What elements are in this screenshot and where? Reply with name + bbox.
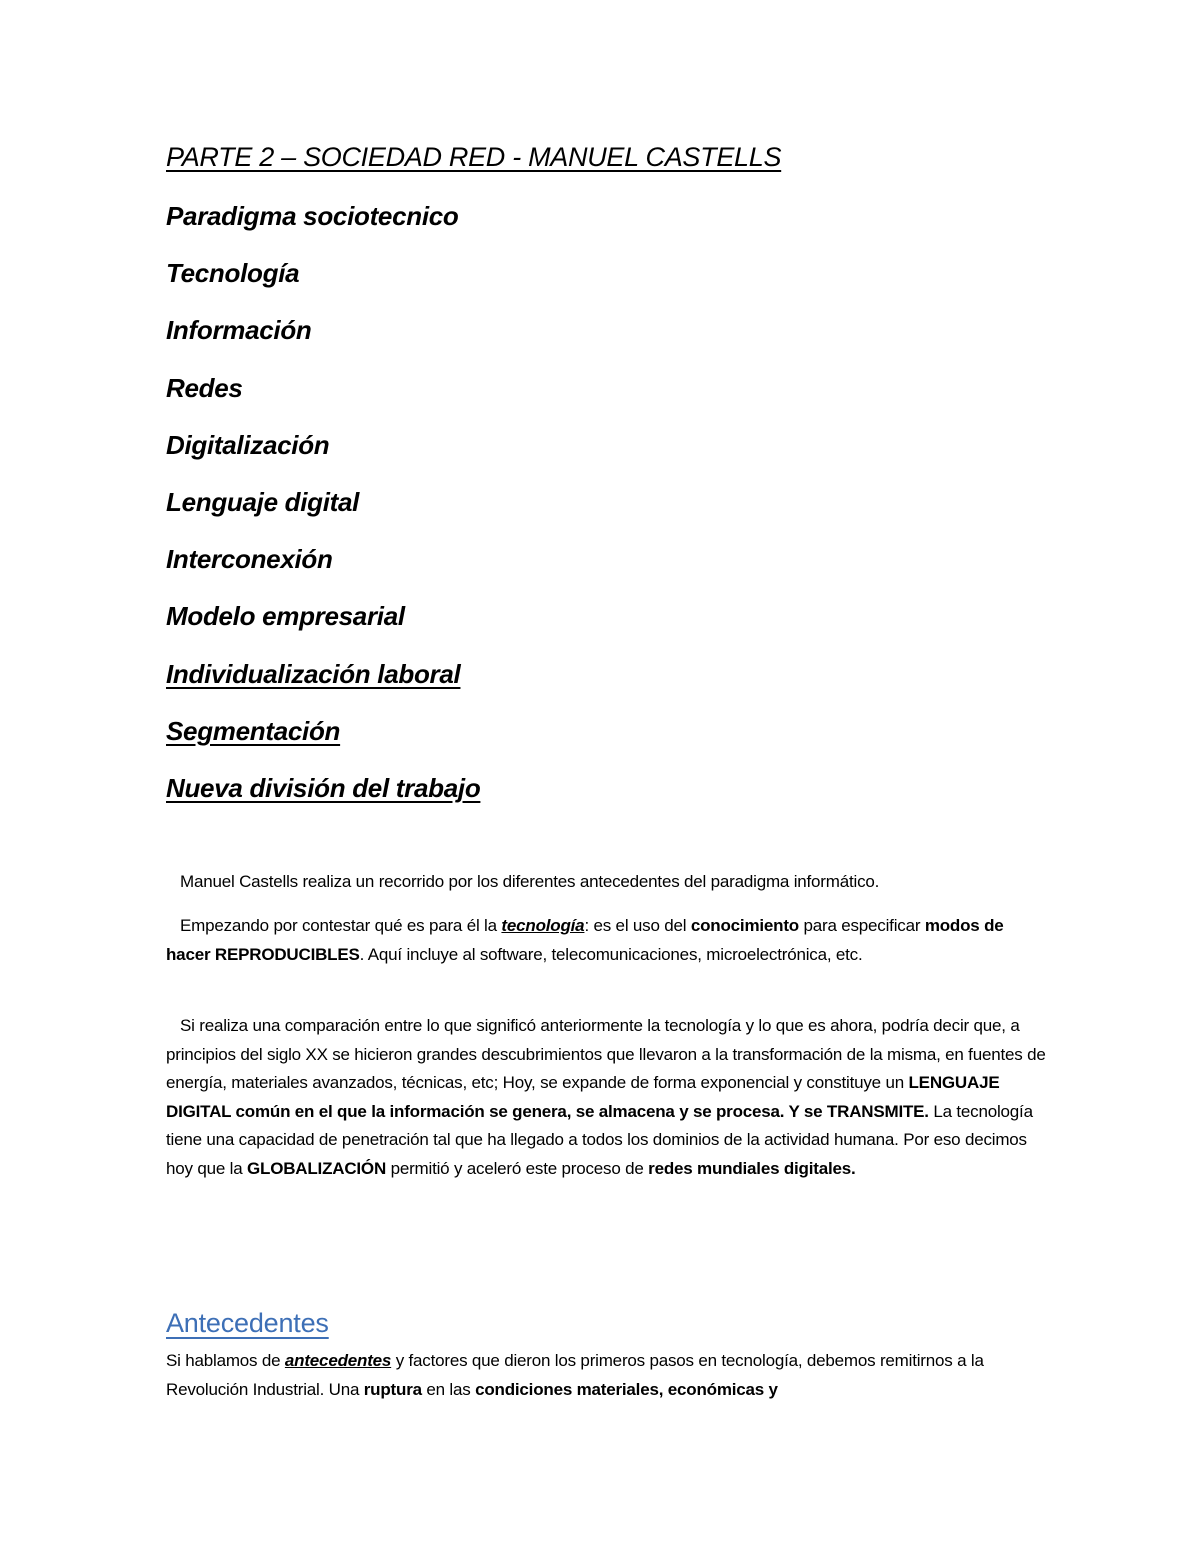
term-item: Individualización laboral (166, 658, 461, 689)
term-item: Nueva división del trabajo (166, 772, 481, 803)
term-item: Redes (166, 372, 243, 403)
section-heading-antecedentes: Antecedentes (166, 1308, 329, 1338)
term-item: Modelo empresarial (166, 601, 405, 632)
terms-list (166, 198, 480, 827)
term-item: Lenguaje digital (166, 486, 360, 517)
term-item: Información (166, 315, 312, 346)
paragraph-intro: Manuel Castells realiza un recorrido por los diferentes antecedentes del paradigma informático. (180, 872, 880, 891)
paragraph-comparison: Si realiza una comparación entre lo que significó anteriormente la tecnología y lo que es ahora, podría decir que, a principios del siglo XX se hicieron grandes descubrimientos que llevaron a la transformación de la misma, en fuentes de energía, materiales avanzados, técnicas, etc; Hoy, se expande de forma exponencial y constituye un LENGUAJE DIGITAL común en el que la información se genera, se almacena y se procesa. Y se TRANSMITE. La tecnología tiene una capacidad de penetración tal que ha llegado a todos los dominios de la actividad humana. Por eso decimos hoy que la GLOBALIZACIÓN permitió y aceleró este proceso de redes mundiales digitales. (166, 1016, 1046, 1178)
document-title: PARTE 2 – SOCIEDAD RED - MANUEL CASTELLS (166, 142, 782, 172)
term-item: Tecnología (166, 258, 300, 289)
paragraph-antecedentes: Si hablamos de antecedentes y factores que dieron los primeros pasos en tecnología, debemos remitirnos a la Revolución Industrial. Una ruptura en las condiciones materiales, económicas y (166, 1351, 984, 1399)
term-item: Digitalización (166, 429, 330, 460)
term-item: Segmentación (166, 715, 341, 746)
term-item: Paradigma sociotecnico (166, 201, 459, 231)
paragraph-technology-definition: Empezando por contestar qué es para él la tecnología: es el uso del conocimiento para especificar modos de hacer REPRODUCIBLES. Aquí incluye al software, telecomunicaciones, microelectrónica, etc. (166, 916, 1004, 964)
term-item: Interconexión (166, 544, 333, 575)
